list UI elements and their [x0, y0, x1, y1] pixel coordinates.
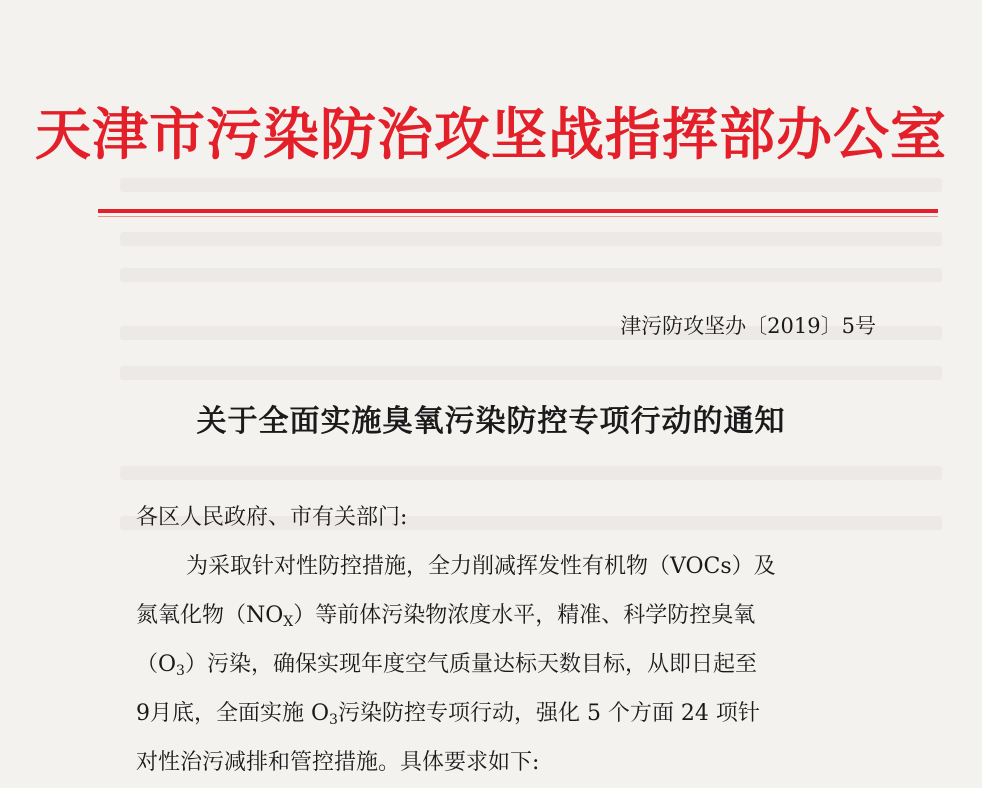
body-paragraph-line: 为采取针对性防控措施，全力削减挥发性有机物（VOCs）及	[186, 554, 776, 579]
body-paragraph-line	[136, 601, 755, 631]
scan-bleed-texture	[120, 178, 942, 192]
red-divider-rule-shadow	[98, 216, 938, 217]
body-text: （O	[136, 652, 177, 677]
scan-bleed-texture	[120, 268, 942, 282]
body-text: 污染防控专项行动，强化 5 个方面 24 项针	[337, 701, 760, 726]
subscript: 3	[176, 663, 185, 679]
salutation: 各区人民政府、市有关部门:	[136, 505, 408, 530]
issuer-masthead: 天津市污染防治攻坚战指挥部办公室	[35, 102, 947, 168]
subscript: 3	[329, 712, 338, 728]
body-text: 9月底，全面实施 O	[136, 701, 330, 726]
body-paragraph-line	[136, 699, 760, 729]
scan-bleed-texture	[120, 232, 942, 246]
body-paragraph-line: 对性治污减排和管控措施。具体要求如下:	[136, 750, 540, 775]
body-text: 氮氧化物（NO	[136, 603, 284, 628]
body-text: ）等前体污染物浓度水平，精准、科学防控臭氧	[293, 603, 756, 628]
body-text: ）污染，确保实现年度空气质量达标天数目标，从即日起至	[184, 652, 757, 677]
red-divider-rule	[98, 209, 938, 213]
document-title: 关于全面实施臭氧污染防控专项行动的通知	[196, 404, 786, 439]
scan-bleed-texture	[120, 466, 942, 480]
document-number: 津污防攻坚办〔2019〕5号	[620, 314, 876, 338]
scan-bleed-texture	[120, 366, 942, 380]
body-paragraph-line	[136, 650, 757, 680]
subscript: X	[283, 614, 294, 630]
